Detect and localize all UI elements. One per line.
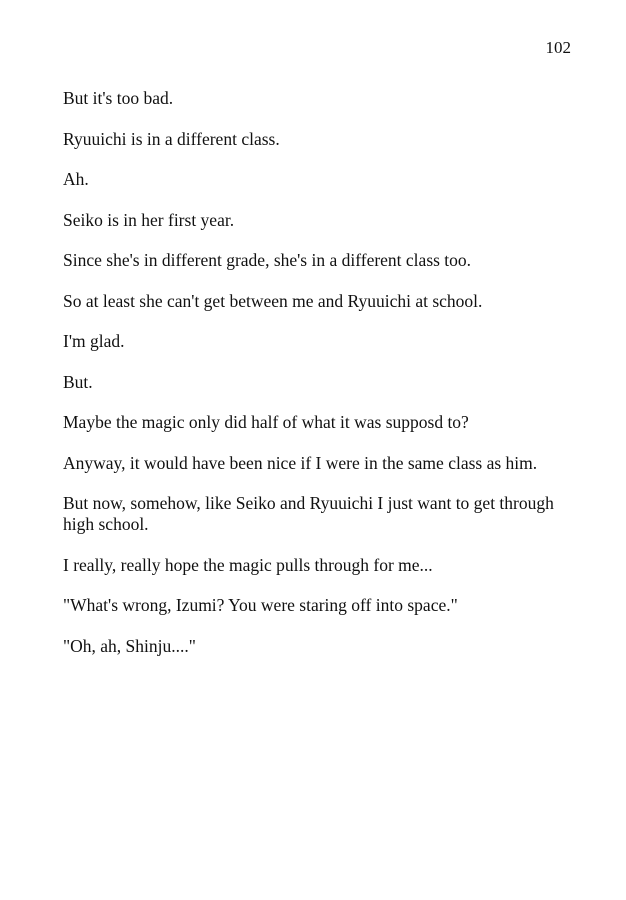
body-text [63,88,563,676]
paragraph: I really, really hope the magic pulls through for me... [63,554,433,575]
paragraph: "Oh, ah, Shinju...." [63,635,196,656]
paragraph: Ryuuichi is in a different class. [63,128,280,149]
paragraph: Ah. [63,169,89,189]
paragraph: Since she's in different grade, she's in a different class too. [63,250,472,270]
paragraph: But it's too bad. [63,88,174,108]
paragraph: But. [63,371,93,392]
paragraph: I'm glad. [63,331,125,351]
page-number: 102 [545,38,571,57]
paragraph: So at least she can't get between me and Ryuuichi at school. [63,290,483,311]
paragraph: "What's wrong, Izumi? You were staring off into space." [63,595,458,615]
paragraph: Anyway, it would have been nice if I were in the same class as him. [63,452,538,473]
paragraph: Maybe the magic only did half of what it was supposd to? [63,412,469,432]
paragraph: But now, somehow, like Seiko and Ryuuichi I just want to get through high school. [63,493,554,534]
paragraph: Seiko is in her first year. [63,209,235,230]
